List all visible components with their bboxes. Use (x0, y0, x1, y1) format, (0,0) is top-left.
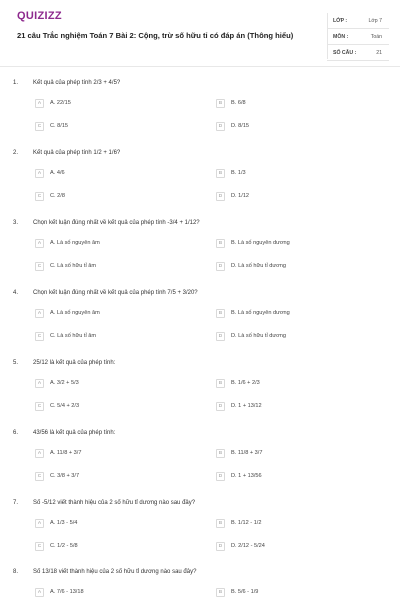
question-text: 25/12 là kết quả của phép tính: (33, 360, 116, 366)
option-letter: B (216, 239, 225, 248)
question-number: 7. (13, 500, 19, 506)
option-letter: C (35, 542, 44, 551)
option-text: A. 11/8 + 3/7 (50, 450, 82, 456)
quizizz-logo: QUIZIZZ (17, 10, 62, 22)
option-letter: C (35, 472, 44, 481)
option-letter: D (216, 402, 225, 411)
option-letter: B (216, 99, 225, 108)
option-text: C. 1/2 - 5/8 (50, 543, 78, 549)
option-letter: A (35, 379, 44, 388)
option-letter: A (35, 309, 44, 318)
option-text: A. 4/6 (50, 170, 65, 176)
option-letter: A (35, 588, 44, 597)
option-text: A. 3/2 + 5/3 (50, 380, 79, 386)
info-value: 21 (376, 50, 382, 56)
option-letter: C (35, 192, 44, 201)
option-letter: C (35, 332, 44, 341)
question-number: 8. (13, 569, 19, 575)
question-text: Kết quả của phép tính 1/2 + 1/6? (33, 150, 121, 156)
option-letter: D (216, 192, 225, 201)
option-text: D. 8/15 (231, 123, 250, 129)
option-letter: B (216, 169, 225, 178)
option-letter: D (216, 122, 225, 131)
option-text: A. Là số nguyên âm (50, 240, 100, 246)
info-value: Toán (370, 34, 382, 40)
option-text: C. 5/4 + 2/3 (50, 403, 80, 409)
option-letter: A (35, 99, 44, 108)
option-text: A. Là số nguyên âm (50, 310, 100, 316)
option-letter: C (35, 262, 44, 271)
option-text: D. 2/12 - 5/24 (231, 543, 265, 549)
info-label: LỚP : (333, 18, 348, 24)
option-letter: A (35, 449, 44, 458)
question-text: Số 13/18 viết thành hiệu của 2 số hữu tỉ dương nào sau đây? (33, 569, 197, 575)
option-text: C. 2/8 (50, 193, 65, 199)
option-letter: B (216, 519, 225, 528)
info-value: Lớp 7 (368, 18, 382, 24)
option-text: C. 3/8 + 3/7 (50, 473, 80, 479)
page-title: 21 câu Trắc nghiệm Toán 7 Bài 2: Cộng, trừ số hữu tỉ có đáp án (Thông hiểu) (17, 31, 294, 40)
option-text: D. 1/12 (231, 193, 250, 199)
option-letter: D (216, 332, 225, 341)
option-text: B. 5/6 - 1/9 (231, 589, 259, 595)
info-box (327, 13, 389, 61)
option-letter: B (216, 309, 225, 318)
option-text: C. Là số hữu tỉ âm (50, 263, 97, 269)
question-number: 2. (13, 150, 19, 156)
option-text: A. 1/3 - 5/4 (50, 520, 78, 526)
option-letter: C (35, 402, 44, 411)
question-number: 5. (13, 360, 19, 366)
option-text: C. 8/15 (50, 123, 69, 129)
info-label: MÔN : (333, 34, 349, 40)
question-number: 1. (13, 80, 19, 86)
option-text: D. Là số hữu tỉ dương (231, 333, 287, 339)
option-letter: A (35, 239, 44, 248)
option-letter: B (216, 588, 225, 597)
option-text: A. 22/15 (50, 100, 71, 106)
question-text: Số -5/12 viết thành hiệu của 2 số hữu tỉ dương nào sau đây? (33, 500, 196, 506)
info-label: SỐ CÂU : (333, 50, 357, 56)
info-row-class (327, 13, 389, 29)
option-letter: A (35, 519, 44, 528)
option-text: B. 6/8 (231, 100, 246, 106)
question-text: Chọn kết luận đúng nhất về kết quả của phép tính -3/4 + 1/12? (33, 220, 200, 226)
option-text: B. Là số nguyên dương (231, 310, 290, 316)
question-number: 6. (13, 430, 19, 436)
question-text: Kết quả của phép tính 2/3 + 4/5? (33, 80, 121, 86)
option-text: A. 7/6 - 13/18 (50, 589, 84, 595)
option-text: D. 1 + 13/56 (231, 473, 262, 479)
question-number: 4. (13, 290, 19, 296)
question-number: 3. (13, 220, 19, 226)
option-letter: B (216, 379, 225, 388)
option-text: B. 1/3 (231, 170, 246, 176)
option-letter: C (35, 122, 44, 131)
option-letter: D (216, 542, 225, 551)
info-row-subject (327, 29, 389, 45)
option-letter: B (216, 449, 225, 458)
question-text: 43/56 là kết quả của phép tính: (33, 430, 116, 436)
worksheet-header (0, 0, 400, 64)
info-row-count (327, 45, 389, 61)
option-text: C. Là số hữu tỉ âm (50, 333, 97, 339)
option-letter: D (216, 472, 225, 481)
option-letter: A (35, 169, 44, 178)
option-text: B. 11/8 + 3/7 (231, 450, 263, 456)
option-text: B. 1/12 - 1/2 (231, 520, 262, 526)
option-letter: D (216, 262, 225, 271)
option-text: B. 1/6 + 2/3 (231, 380, 260, 386)
option-text: B. Là số nguyên dương (231, 240, 290, 246)
option-text: D. Là số hữu tỉ dương (231, 263, 287, 269)
header-divider (0, 66, 400, 67)
option-text: D. 1 + 13/12 (231, 403, 262, 409)
question-text: Chọn kết luận đúng nhất về kết quả của phép tính 7/5 + 3/20? (33, 290, 198, 296)
